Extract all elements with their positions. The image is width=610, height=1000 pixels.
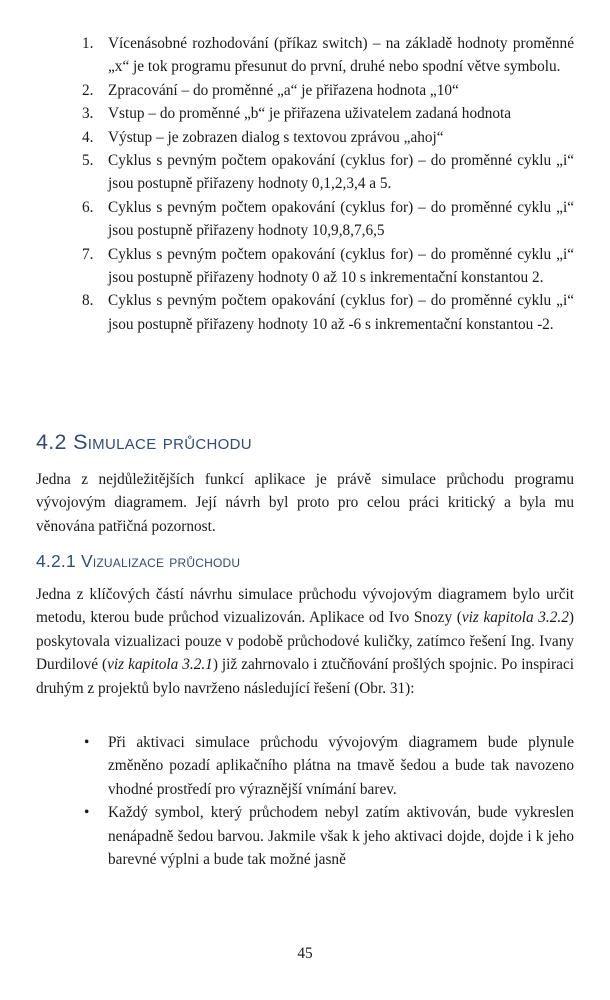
chapter-reference: viz kapitola 3.2.2 <box>461 609 569 627</box>
list-item <box>82 289 574 336</box>
list-text: Cyklus s pevným počtem opakování (cyklus for) – do proměnné cyklu „i“ jsou postupně přiřazeny hodnoty 0 až 10 s inkrementační konstantou 2. <box>108 245 574 287</box>
numbered-list <box>82 32 574 336</box>
list-number: 8. <box>82 292 94 310</box>
list-item <box>82 243 574 290</box>
list-text: Vstup – do proměnné „b“ je přiřazena uživatelem zadaná hodnota <box>108 105 512 123</box>
subsection-heading <box>36 551 240 572</box>
bullet-icon: • <box>84 804 90 822</box>
list-text: Výstup – je zobrazen dialog s textovou zprávou „ahoj“ <box>108 128 444 146</box>
list-number: 1. <box>82 35 94 52</box>
list-text: Zpracování – do proměnné „a“ je přiřazena hodnota „10“ <box>108 81 459 99</box>
list-number: 4. <box>82 128 94 146</box>
bullet-item <box>82 801 574 871</box>
bullet-list <box>82 731 574 871</box>
list-item <box>82 149 574 196</box>
section-heading <box>36 430 252 455</box>
chapter-reference: viz kapitola 3.2.1 <box>107 656 213 674</box>
paragraph-text: Jedna z klíčových částí návrhu simulace průchodu vývojovým diagramem bylo určit metodu, kterou bude průchod vizualizován. Aplikace od Ivo Snozy ( <box>36 586 574 627</box>
subsection-title: Vizualizace průchodu <box>81 551 241 571</box>
list-number: 2. <box>82 81 94 99</box>
page-number: 45 <box>297 945 313 962</box>
list-item <box>82 126 574 149</box>
bullet-text: Při aktivaci simulace průchodu vývojovým diagramem bude plynule změněno pozadí aplikačního plátna na tmavě šedou a bude tak navozeno vhodné prostředí pro výraznější vnímání barev. <box>108 734 574 798</box>
list-text: Cyklus s pevným počtem opakování (cyklus for) – do proměnné cyklu „i“ jsou postupně přiřazeny hodnoty 0,1,2,3,4 a 5. <box>108 152 574 193</box>
list-text: Cyklus s pevným počtem opakování (cyklus for) – do proměnné cyklu „i“ jsou postupně přiřazeny hodnoty 10 až -6 s inkrementační konstantou -2. <box>108 292 574 333</box>
list-number: 5. <box>82 152 94 170</box>
bullet-icon: • <box>84 734 90 751</box>
paragraph-text: ) již zahrnovalo i ztučňování prošlých spojnic. Po inspiraci druhým z projektů bylo navrženo následující řešení (Obr. 31): <box>36 656 574 697</box>
list-item <box>82 102 574 125</box>
bullet-text: Každý symbol, který průchodem nebyl zatím aktivován, bude vykreslen nenápadně šedou barvou. Jakmile však k jeho aktivaci dojde, dojde i k jeho barevné výplni a bude tak možné jasně <box>108 804 574 869</box>
list-number: 7. <box>82 245 94 263</box>
list-text: Vícenásobné rozhodování (příkaz switch) – na základě hodnoty proměnné „x“ je tok programu přesunut do první, druhé nebo spodní větve symbolu. <box>108 35 574 76</box>
section-paragraph: Jedna z nejdůležitějších funkcí aplikace je právě simulace průchodu programu vývojovým diagramem. Její návrh byl proto pro celou práci kritický a byla mu věnována patřičná pozornost. <box>36 471 574 535</box>
list-item <box>82 196 574 243</box>
list-number: 6. <box>82 198 94 216</box>
section-number: 4.2 <box>36 430 67 454</box>
bullet-item <box>82 731 574 801</box>
subsection-number: 4.2.1 <box>36 551 76 571</box>
list-item <box>82 32 574 79</box>
subsection-paragraph <box>36 583 574 700</box>
list-item <box>82 79 574 102</box>
list-number: 3. <box>82 105 94 123</box>
paragraph-text: ) poskytovala vizualizaci pouze v podobě průchodové kuličky, zatímco řešení Ing. Ivany Durdilové ( <box>36 609 574 674</box>
list-text: Cyklus s pevným počtem opakování (cyklus for) – do proměnné cyklu „i“ jsou postupně přiřazeny hodnoty 10,9,8,7,6,5 <box>108 198 574 240</box>
section-title: Simulace průchodu <box>73 430 252 454</box>
